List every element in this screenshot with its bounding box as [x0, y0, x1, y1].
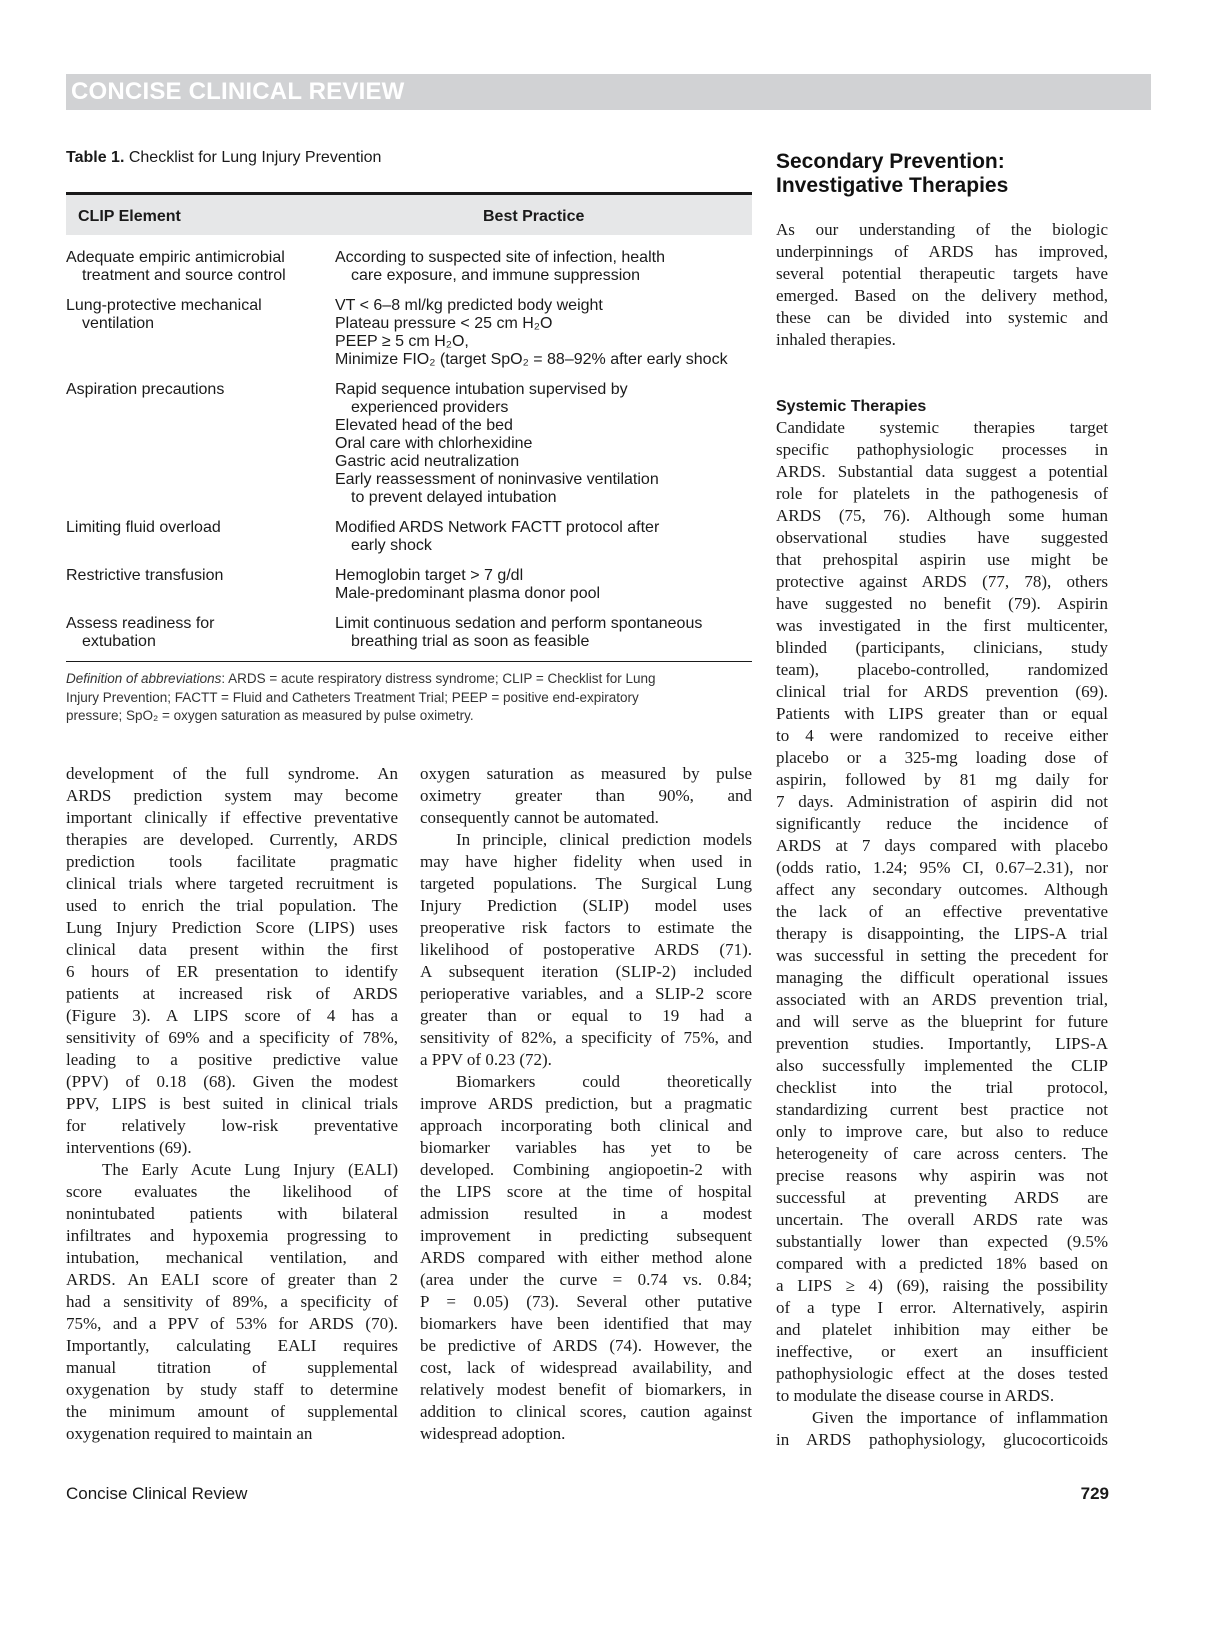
- running-footer: Concise Clinical Review: [66, 1484, 248, 1503]
- clip-element-text: Aspiration precautions: [66, 381, 225, 398]
- text-line: approach incorporating both clinical and: [420, 1116, 752, 1135]
- footnote-line: [66, 670, 752, 689]
- text-line: (PPV) of 0.18 (68). Given the modest: [66, 1072, 398, 1091]
- text-line: prevention studies. Importantly, LIPS-A: [776, 1034, 1108, 1053]
- table-caption-label: Table 1.: [66, 149, 125, 166]
- text-line: these can be divided into systemic and: [776, 308, 1108, 327]
- text-line: leading to a positive predictive value: [66, 1050, 398, 1069]
- text-line: clinical trials where targeted recruitment is: [66, 874, 398, 893]
- text-line: ARDS compared with either method alone: [420, 1248, 752, 1267]
- best-practice-cell: [335, 249, 752, 285]
- table-footnote: [66, 670, 752, 726]
- text-line: consequently cannot be automated.: [420, 808, 659, 827]
- best-practice-text: Minimize FIO₂ (target SpO₂ = 88–92% after early shock: [335, 351, 728, 368]
- text-line: to modulate the disease course in ARDS.: [776, 1386, 1055, 1405]
- text-line: protective against ARDS (77, 78), others: [776, 572, 1108, 591]
- text-line: oximetry greater than 90%, and: [420, 786, 752, 805]
- text-line: heterogeneity of care across centers. The: [776, 1144, 1108, 1163]
- text-line: perioperative variables, and a SLIP-2 score: [420, 984, 752, 1003]
- subsection-heading: Systemic Therapies: [776, 398, 927, 415]
- text-line: oxygen saturation as measured by pulse: [420, 764, 752, 783]
- text-line: admission resulted in a modest: [420, 1204, 752, 1223]
- text-line: precise reasons why aspirin was not: [776, 1166, 1108, 1185]
- text-line: prediction tools facilitate pragmatic: [66, 852, 398, 871]
- text-line: that prehospital aspirin use might be: [776, 550, 1108, 569]
- page-number: 729: [1080, 1484, 1109, 1503]
- clip-element-cell: [66, 519, 335, 555]
- text-line: standardizing current best practice not: [776, 1100, 1108, 1119]
- best-practice-cell: [335, 519, 752, 555]
- text-line: improve ARDS prediction, but a pragmatic: [420, 1094, 752, 1113]
- text-line: clinical trial for ARDS prevention (69).: [776, 682, 1108, 701]
- text-line: ARDS. An EALI score of greater than 2: [66, 1270, 398, 1289]
- clip-element-text: Limiting fluid overload: [66, 519, 221, 536]
- text-line: A subsequent iteration (SLIP-2) included: [420, 962, 752, 981]
- text-line: oxygenation required to maintain an: [66, 1424, 313, 1443]
- text-line: patients at increased risk of ARDS: [66, 984, 398, 1003]
- text-line: PPV, LIPS is best suited in clinical trials: [66, 1094, 398, 1113]
- text-line: the LIPS score at the time of hospital: [420, 1182, 752, 1201]
- clip-element-cell: [66, 249, 335, 285]
- text-line: for relatively low-risk preventative: [66, 1116, 398, 1135]
- text-line: may have higher fidelity when used in: [420, 852, 752, 871]
- clip-element-text: Adequate empiric antimicrobial: [66, 249, 285, 266]
- table-1: [66, 146, 752, 726]
- text-line: be predictive of ARDS (74). However, the: [420, 1336, 752, 1355]
- text-line: the lack of an effective preventative: [776, 902, 1108, 921]
- text-line: observational studies have suggested: [776, 528, 1108, 547]
- text-line: Patients with LIPS greater than or equal: [776, 704, 1108, 723]
- table-row: [66, 249, 752, 285]
- text-line: 6 hours of ER presentation to identify: [66, 962, 398, 981]
- best-practice-text: Gastric acid neutralization: [335, 453, 520, 470]
- best-practice-text: care exposure, and immune suppression: [351, 267, 641, 284]
- text-line: ARDS. Substantial data suggest a potential: [776, 462, 1108, 481]
- text-line: a LIPS ≥ 4) (69), raising the possibility: [776, 1276, 1108, 1295]
- text-line: to 4 were randomized to receive either: [776, 726, 1108, 745]
- text-line: Candidate systemic therapies target: [776, 418, 1108, 437]
- footnote-line: Injury Prevention; FACTT = Fluid and Catheters Treatment Trial; PEEP = positive end-expiratory: [66, 689, 639, 705]
- best-practice-text: early shock: [351, 537, 432, 554]
- text-line: sensitivity of 82%, a specificity of 75%, and: [420, 1028, 752, 1047]
- text-line: greater than or equal to 19 had a: [420, 1006, 752, 1025]
- text-line: Injury Prediction (SLIP) model uses: [420, 896, 752, 915]
- text-line: (odds ratio, 1.24; 95% CI, 0.67–2.31), nor: [776, 858, 1108, 877]
- table-caption-text: Checklist for Lung Injury Prevention: [128, 149, 382, 166]
- text-line: have suggested no benefit (79). Aspirin: [776, 594, 1108, 613]
- best-practice-text: Elevated head of the bed: [335, 417, 513, 434]
- table-header: [66, 195, 752, 235]
- text-line: aspirin, followed by 81 mg daily for: [776, 770, 1108, 789]
- best-practice-text: to prevent delayed intubation: [351, 489, 557, 506]
- best-practice-text: Male-predominant plasma donor pool: [335, 585, 601, 602]
- text-line: underpinnings of ARDS has improved,: [776, 242, 1108, 261]
- text-line: targeted populations. The Surgical Lung: [420, 874, 752, 893]
- text-line: a PPV of 0.23 (72).: [420, 1050, 552, 1069]
- text-line: Biomarkers could theoretically: [456, 1072, 752, 1091]
- section-banner: [66, 74, 1151, 110]
- clip-element-cell: [66, 615, 335, 651]
- text-line: Lung Injury Prediction Score (LIPS) uses: [66, 918, 398, 937]
- body-column-2: [420, 763, 752, 1445]
- table-row: [66, 567, 752, 603]
- text-line: 7 days. Administration of aspirin did not: [776, 792, 1108, 811]
- text-line: P = 0.05) (73). Several other putative: [420, 1292, 752, 1311]
- best-practice-text: Hemoglobin target > 7 g/dl: [335, 567, 524, 584]
- text-line: ARDS (75, 76). Although some human: [776, 506, 1108, 525]
- text-line: Given the importance of inflammation: [812, 1408, 1108, 1427]
- text-line: ARDS prediction system may become: [66, 786, 398, 805]
- text-line: (Figure 3). A LIPS score of 4 has a: [66, 1006, 398, 1025]
- text-line: only to improve care, but also to reduce: [776, 1122, 1108, 1141]
- text-line: inhaled therapies.: [776, 330, 896, 349]
- table-body: [66, 235, 752, 661]
- banner-title: CONCISE CLINICAL REVIEW: [71, 78, 405, 105]
- text-line: had a sensitivity of 89%, a specificity of: [66, 1292, 398, 1311]
- text-line: and will serve as the blueprint for future: [776, 1012, 1108, 1031]
- clip-element-text: Lung-protective mechanical: [66, 297, 262, 314]
- text-line: was successful in setting the precedent for: [776, 946, 1108, 965]
- best-practice-cell: [335, 615, 752, 651]
- text-line: several potential therapeutic targets have: [776, 264, 1108, 283]
- best-practice-text: Rapid sequence intubation supervised by: [335, 381, 628, 398]
- text-line: also successfully implemented the CLIP: [776, 1056, 1108, 1075]
- body-column-3: [776, 219, 1108, 1451]
- text-line: and platelet inhibition may either be: [776, 1320, 1108, 1339]
- text-line: addition to clinical scores, caution against: [420, 1402, 752, 1421]
- text-line: substantially lower than expected (9.5%: [776, 1232, 1108, 1251]
- text-line: improvement in predicting subsequent: [420, 1226, 752, 1245]
- clip-element-text: Assess readiness for: [66, 615, 215, 632]
- table-row: [66, 519, 752, 555]
- text-line: infiltrates and hypoxemia progressing to: [66, 1226, 398, 1245]
- text-line: associated with an ARDS prevention trial,: [776, 990, 1108, 1009]
- text-line: likelihood of postoperative ARDS (71).: [420, 940, 752, 959]
- best-practice-text: experienced providers: [351, 399, 509, 416]
- best-practice-text: Limit continuous sedation and perform spontaneous: [335, 615, 703, 632]
- text-line: compared with a predicted 18% based on: [776, 1254, 1108, 1273]
- table-bottom-rule: [66, 661, 752, 662]
- clip-element-cell: [66, 381, 335, 507]
- text-line: sensitivity of 69% and a specificity of 78%,: [66, 1028, 398, 1047]
- clip-element-text: treatment and source control: [82, 267, 286, 284]
- text-line: (area under the curve = 0.74 vs. 0.84;: [420, 1270, 752, 1289]
- paragraph-gap: [776, 351, 1108, 373]
- text-line: managing the difficult operational issues: [776, 968, 1108, 987]
- text-line: As our understanding of the biologic: [776, 220, 1108, 239]
- best-practice-text: According to suspected site of infection, health: [335, 249, 665, 266]
- best-practice-text: Early reassessment of noninvasive ventilation: [335, 471, 659, 488]
- body-column-1: [66, 763, 398, 1445]
- section-heading: [776, 150, 1008, 198]
- paragraph-gap: [776, 373, 1108, 395]
- text-line: nonintubated patients with bilateral: [66, 1204, 398, 1223]
- clip-element-text: extubation: [82, 633, 156, 650]
- text-line: uncertain. The overall ARDS rate was: [776, 1210, 1108, 1229]
- text-line: ARDS at 7 days compared with placebo: [776, 836, 1108, 855]
- text-line: team), placebo-controlled, randomized: [776, 660, 1108, 679]
- best-practice-text: Oral care with chlorhexidine: [335, 435, 533, 452]
- text-line: clinical data present within the first: [66, 940, 398, 959]
- text-line: emerged. Based on the delivery method,: [776, 286, 1108, 305]
- footnote-text: : ARDS = acute respiratory distress syndrome; CLIP = Checklist for Lung: [221, 671, 656, 686]
- section-heading-line: Secondary Prevention:: [776, 150, 1005, 173]
- text-line: checklist into the trial protocol,: [776, 1078, 1108, 1097]
- text-line: score evaluates the likelihood of: [66, 1182, 398, 1201]
- text-line: oxygenation by study staff to determine: [66, 1380, 398, 1399]
- table-row: [66, 615, 752, 651]
- text-line: specific pathophysiologic processes in: [776, 440, 1108, 459]
- best-practice-cell: [335, 297, 752, 369]
- text-line: preoperative risk factors to estimate the: [420, 918, 752, 937]
- text-line: pathophysiologic effect at the doses tested: [776, 1364, 1108, 1383]
- best-practice-text: Plateau pressure < 25 cm H₂O: [335, 315, 553, 332]
- text-line: therapies are developed. Currently, ARDS: [66, 830, 398, 849]
- footnote-label: Definition of abbreviations: [66, 671, 222, 686]
- text-line: the minimum amount of supplemental: [66, 1402, 398, 1421]
- clip-element-cell: [66, 567, 335, 603]
- text-line: therapy is disappointing, the LIPS-A trial: [776, 924, 1108, 943]
- section-heading-line: Investigative Therapies: [776, 174, 1009, 197]
- text-line: Importantly, calculating EALI requires: [66, 1336, 398, 1355]
- best-practice-cell: [335, 381, 752, 507]
- systemic-therapies-text: [776, 417, 1108, 1451]
- text-line: interventions (69).: [66, 1138, 192, 1157]
- text-line: placebo or a 325-mg loading dose of: [776, 748, 1108, 767]
- text-line: blinded (participants, clinicians, study: [776, 638, 1108, 657]
- text-line: in ARDS pathophysiology, glucocorticoids: [776, 1430, 1108, 1449]
- text-line: cost, lack of widespread availability, and: [420, 1358, 752, 1377]
- footnote-line: pressure; SpO₂ = oxygen saturation as measured by pulse oximetry.: [66, 708, 474, 723]
- best-practice-cell: [335, 567, 752, 603]
- text-line: used to enrich the trial population. The: [66, 896, 398, 915]
- best-practice-text: PEEP ≥ 5 cm H₂O,: [335, 333, 469, 350]
- text-line: important clinically if effective preventative: [66, 808, 398, 827]
- text-line: biomarker variables has yet to be: [420, 1138, 752, 1157]
- text-line: manual titration of supplemental: [66, 1358, 398, 1377]
- intro-paragraph: [776, 219, 1108, 351]
- text-line: ineffective, or exert an insufficient: [776, 1342, 1108, 1361]
- text-line: The Early Acute Lung Injury (EALI): [102, 1160, 398, 1179]
- text-line: developed. Combining angiopoetin-2 with: [420, 1160, 752, 1179]
- column-header-clip-element: CLIP Element: [78, 208, 181, 225]
- text-line: of a type I error. Alternatively, aspirin: [776, 1298, 1108, 1317]
- clip-element-text: Restrictive transfusion: [66, 567, 224, 584]
- clip-element-cell: [66, 297, 335, 369]
- clip-element-text: ventilation: [82, 315, 155, 332]
- table-caption: [66, 146, 752, 170]
- column-header-best-practice: Best Practice: [483, 208, 585, 225]
- text-line: affect any secondary outcomes. Although: [776, 880, 1108, 899]
- best-practice-text: Modified ARDS Network FACTT protocol after: [335, 519, 660, 536]
- best-practice-text: breathing trial as soon as feasible: [351, 633, 590, 650]
- text-line: In principle, clinical prediction models: [456, 830, 752, 849]
- best-practice-text: VT < 6–8 ml/kg predicted body weight: [335, 297, 603, 314]
- table-row: [66, 297, 752, 369]
- text-line: relatively modest benefit of biomarkers, in: [420, 1380, 752, 1399]
- text-line: role for platelets in the pathogenesis of: [776, 484, 1108, 503]
- text-line: widespread adoption.: [420, 1424, 566, 1443]
- text-line: successful at preventing ARDS are: [776, 1188, 1108, 1207]
- text-line: biomarkers have been identified that may: [420, 1314, 752, 1333]
- text-line: was investigated in the first multicenter,: [776, 616, 1108, 635]
- text-line: 75%, and a PPV of 53% for ARDS (70).: [66, 1314, 398, 1333]
- text-line: development of the full syndrome. An: [66, 764, 398, 783]
- text-line: significantly reduce the incidence of: [776, 814, 1108, 833]
- text-line: intubation, mechanical ventilation, and: [66, 1248, 398, 1267]
- table-row: [66, 381, 752, 507]
